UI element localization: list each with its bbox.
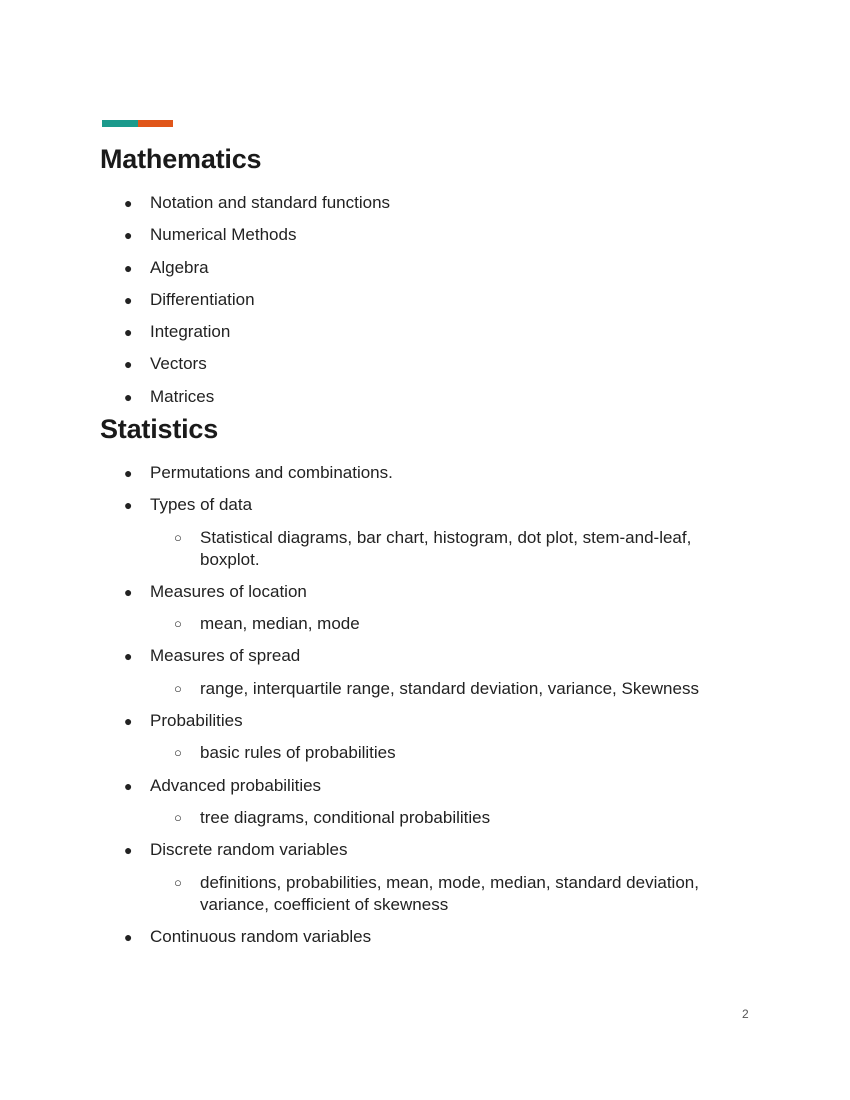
list-item — [100, 494, 740, 516]
bullet-icon: ● — [124, 583, 133, 600]
list-item — [100, 321, 740, 343]
list-sub-item-text: mean, median, mode — [200, 614, 360, 634]
list-item — [100, 386, 740, 408]
list-item — [100, 224, 740, 246]
bullet-icon: ● — [124, 324, 133, 341]
list-sub-item — [100, 527, 740, 571]
list-sub-item — [100, 613, 740, 635]
list-item-text: Vectors — [150, 354, 207, 374]
hollow-bullet-icon: ○ — [174, 809, 182, 825]
list-item-text: Measures of spread — [150, 646, 301, 666]
list-sub-item — [100, 742, 740, 764]
hollow-bullet-icon: ○ — [174, 680, 182, 696]
accent-bar-orange-segment — [138, 120, 173, 127]
list-item — [100, 462, 740, 484]
bullet-icon: ● — [124, 227, 133, 244]
bullet-icon: ● — [124, 497, 133, 514]
list-item-text: Matrices — [150, 386, 215, 406]
bullet-icon: ● — [124, 465, 133, 481]
list-item — [100, 192, 740, 214]
hollow-bullet-icon: ○ — [174, 745, 182, 761]
page-number: 2 — [742, 1007, 749, 1021]
list-item-text: Types of data — [150, 495, 253, 515]
bullet-icon: ● — [124, 928, 133, 945]
bullet-icon: ● — [124, 842, 133, 859]
hollow-bullet-icon: ○ — [174, 529, 182, 545]
list-sub-item-text: tree diagrams, conditional probabilities — [200, 807, 491, 827]
list-item — [100, 257, 740, 279]
list-item-text: Differentiation — [150, 289, 255, 309]
list-item — [100, 775, 740, 797]
list-sub-item-text: definitions, probabilities, mean, mode, median, standard deviation, variance, coefficient of skewness — [200, 872, 699, 914]
bullet-icon: ● — [124, 388, 133, 405]
list-item-text: Notation and standard functions — [150, 193, 391, 212]
list-item — [100, 710, 740, 732]
bullet-icon: ● — [124, 713, 133, 730]
list-item-text: Measures of location — [150, 581, 307, 601]
list-item-text: Permutations and combinations. — [150, 463, 393, 482]
hollow-bullet-icon: ○ — [174, 616, 182, 632]
list-sub-item — [100, 678, 740, 700]
list-item-text: Algebra — [150, 257, 209, 277]
list-item-text: Numerical Methods — [150, 225, 297, 245]
bullet-icon: ● — [124, 356, 133, 373]
section-title-statistics: Statistics — [100, 414, 219, 444]
list-item — [100, 645, 740, 667]
list-sub-item-text: Statistical diagrams, bar chart, histogram, dot plot, stem-and-leaf, boxplot. — [200, 527, 692, 569]
section-title-mathematics: Mathematics — [100, 144, 262, 174]
list-sub-item-text: basic rules of probabilities — [200, 743, 396, 763]
list-item — [100, 926, 740, 948]
bullet-icon: ● — [124, 648, 133, 665]
list-sub-item — [100, 872, 740, 916]
list-item-text: Integration — [150, 322, 231, 342]
list-item — [100, 353, 740, 375]
statistics-topic-list — [100, 462, 740, 958]
list-sub-item — [100, 807, 740, 829]
list-item-text: Probabilities — [150, 711, 243, 731]
bullet-icon: ● — [124, 777, 133, 794]
list-item — [100, 289, 740, 311]
list-item-text: Advanced probabilities — [150, 775, 322, 795]
mathematics-topic-list — [100, 192, 740, 418]
bullet-icon: ● — [124, 291, 133, 308]
list-item — [100, 581, 740, 603]
bullet-icon: ● — [124, 259, 133, 276]
accent-bar-teal-segment — [102, 120, 138, 127]
accent-bar — [102, 120, 173, 127]
bullet-icon: ● — [124, 195, 133, 211]
list-sub-item-text: range, interquartile range, standard deviation, variance, Skewness — [200, 678, 699, 698]
list-item-text: Discrete random variables — [150, 840, 348, 860]
list-item — [100, 839, 740, 861]
list-item-text: Continuous random variables — [150, 926, 372, 946]
hollow-bullet-icon: ○ — [174, 874, 182, 890]
